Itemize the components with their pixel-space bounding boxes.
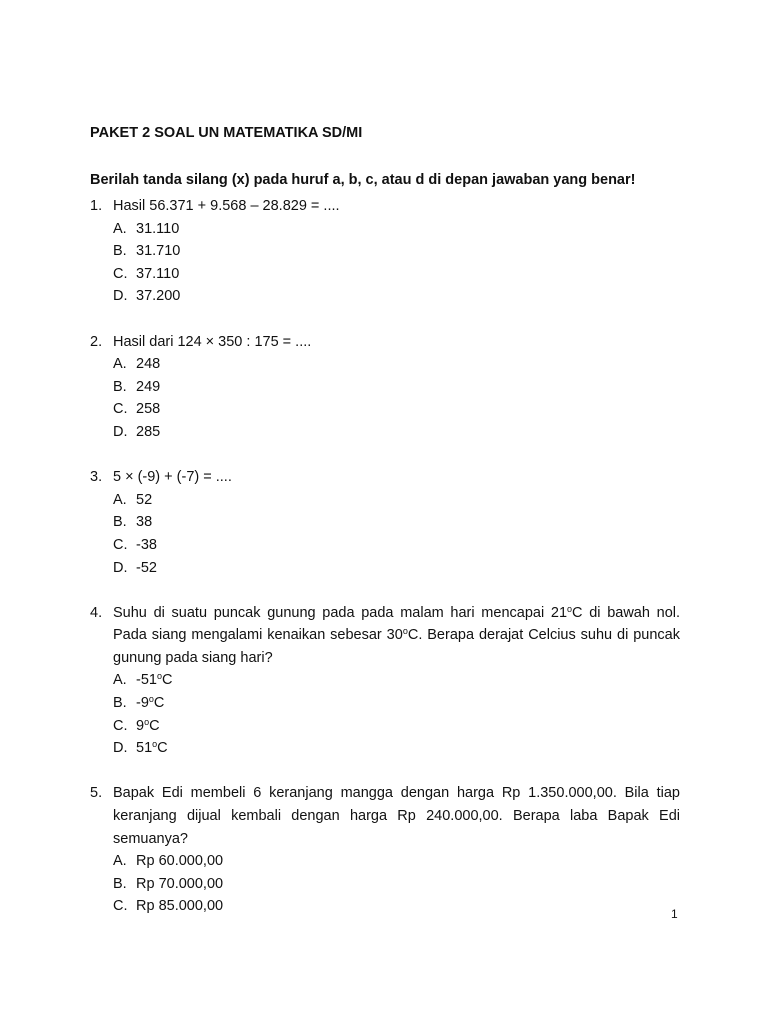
option-letter: A. [113, 356, 127, 373]
document-title: PAKET 2 SOAL UN MATEMATIKA SD/MI [90, 125, 363, 141]
question-text-part: Suhu di suatu puncak gunung pada pada malam hari mencapai 21 [113, 604, 568, 621]
option-text: 258 [136, 401, 161, 418]
option-value: 9 [136, 717, 145, 734]
question-text: Hasil dari 124 × 350 : 175 = .... [113, 333, 312, 350]
option-text: -52 [136, 559, 157, 576]
question-4 [90, 602, 680, 783]
degree-superscript: o [152, 739, 158, 750]
option-list [113, 218, 680, 308]
option-text: 248 [136, 356, 161, 373]
option-letter: B. [113, 695, 127, 712]
option-c[interactable] [113, 715, 680, 738]
option-letter: A. [113, 491, 127, 508]
option-letter: D. [113, 559, 128, 576]
question-number: 2. [90, 333, 103, 350]
option-b[interactable] [113, 511, 680, 534]
degree-superscript: o [402, 626, 408, 637]
spacer [113, 760, 680, 783]
question-text: Hasil 56.371 + 9.568 – 28.829 = .... [113, 198, 340, 214]
question-text: 5 × (-9) + (-7) = .... [113, 469, 232, 486]
option-letter: A. [113, 853, 127, 870]
question-3 [90, 466, 680, 602]
option-d[interactable] [113, 737, 680, 760]
option-unit: C [149, 717, 160, 734]
option-letter: C. [113, 717, 128, 734]
option-text: Rp 85.000,00 [136, 898, 224, 915]
option-b[interactable] [113, 692, 680, 715]
question-1 [90, 195, 680, 331]
option-text: 31.110 [136, 220, 180, 237]
spacer [113, 444, 680, 467]
page-number: 1 [671, 907, 678, 921]
option-letter: B. [113, 875, 127, 892]
option-unit: C [153, 695, 165, 712]
option-text: 285 [136, 423, 161, 440]
option-a[interactable] [113, 218, 680, 241]
option-d[interactable] [113, 285, 680, 308]
option-letter: D. [113, 740, 128, 757]
option-b[interactable] [113, 873, 680, 896]
option-unit: C [157, 740, 168, 757]
question-number: 1. [90, 198, 103, 214]
option-letter: C. [113, 898, 128, 915]
option-text: 37.200 [136, 288, 181, 305]
option-text: Rp 70.000,00 [136, 875, 224, 892]
option-letter: B. [113, 514, 127, 531]
degree-superscript: o [567, 603, 573, 614]
option-text: 52 [136, 491, 153, 508]
option-c[interactable] [113, 534, 680, 557]
option-d[interactable] [113, 557, 680, 580]
option-letter: D. [113, 288, 128, 305]
option-value: -9 [136, 695, 149, 712]
option-list [113, 489, 680, 579]
question-number: 4. [90, 604, 103, 621]
degree-superscript: o [144, 716, 150, 727]
option-c[interactable] [113, 398, 680, 421]
option-letter: C. [113, 401, 128, 418]
question-number: 3. [90, 469, 103, 486]
option-a[interactable] [113, 353, 680, 376]
degree-superscript: o [148, 694, 154, 705]
option-letter: D. [113, 423, 128, 440]
option-unit: C [161, 672, 173, 689]
option-list [113, 850, 680, 918]
question-text-part: C. Berapa derajat Celcius suhu di puncak gunung pada siang hari? [113, 627, 680, 666]
option-b[interactable] [113, 376, 680, 399]
question-5 [90, 782, 680, 918]
option-c[interactable] [113, 263, 680, 286]
option-list [113, 353, 680, 443]
question-2 [90, 331, 680, 467]
option-letter: A. [113, 220, 127, 237]
option-text: Rp 60.000,00 [136, 853, 224, 870]
option-a[interactable] [113, 489, 680, 512]
option-value: -51 [136, 672, 157, 689]
question-text-part: C di bawah nol. Pada siang mengalami kenaikan sebesar 30 [113, 604, 681, 644]
degree-superscript: o [156, 671, 162, 682]
option-d[interactable] [113, 421, 680, 444]
question-text: Bapak Edi membeli 6 keranjang mangga dengan harga Rp 1.350.000,00. Bila tiap keranjang dijual kembali dengan harga Rp 240.000,00. Berapa laba Bapak Edi semuanya? [113, 785, 680, 847]
option-letter: B. [113, 378, 127, 395]
spacer [113, 579, 680, 602]
option-text: -38 [136, 536, 157, 553]
question-number: 5. [90, 785, 103, 802]
option-text: 38 [136, 514, 153, 531]
option-c[interactable] [113, 895, 680, 918]
option-value: 51 [136, 740, 153, 757]
option-a[interactable] [113, 669, 680, 692]
option-text: 37.110 [136, 265, 180, 282]
question-text [113, 602, 680, 670]
option-b[interactable] [113, 240, 680, 263]
spacer [113, 308, 680, 331]
option-letter: C. [113, 536, 128, 553]
option-text: 31.710 [136, 243, 181, 260]
option-list [113, 669, 680, 759]
question-list [90, 195, 680, 918]
instruction-text: Berilah tanda silang (x) pada huruf a, b, c, atau d di depan jawaban yang benar! [90, 172, 636, 188]
option-a[interactable] [113, 850, 680, 873]
option-letter: B. [113, 243, 127, 260]
option-letter: A. [113, 672, 127, 689]
option-letter: C. [113, 265, 128, 282]
option-text: 249 [136, 378, 161, 395]
